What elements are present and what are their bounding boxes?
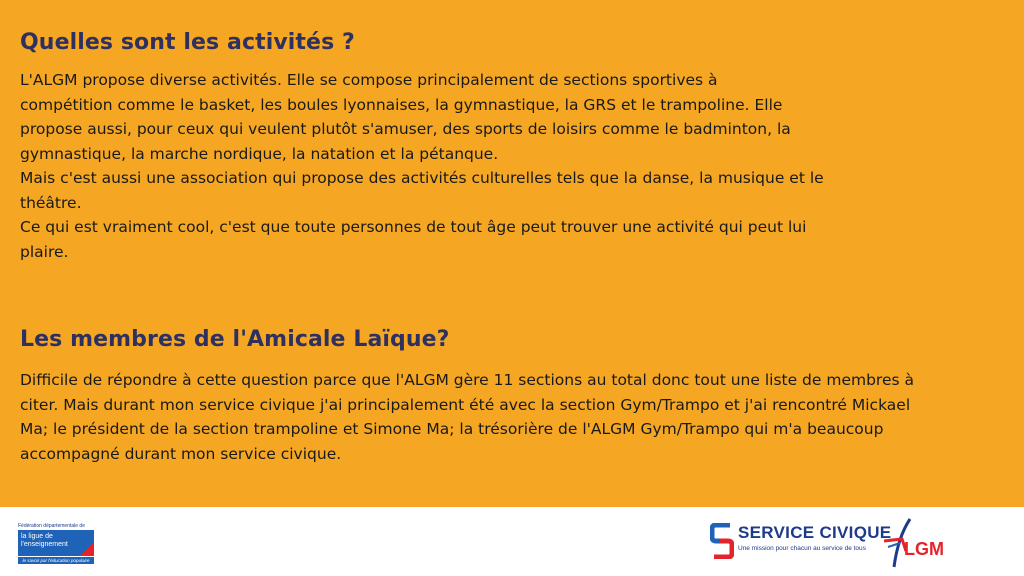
red-triangle-icon bbox=[80, 542, 94, 556]
text-line: citer. Mais durant mon service civique j'ai principalement été avec la section Gym/Trampo et j'ai rencontré Mickael bbox=[20, 395, 911, 414]
text-line: Ma; le président de la section trampoline et Simone Ma; la trésorière de l'ALGM Gym/Trampo qui m'a beaucoup bbox=[20, 420, 884, 438]
text-line: accompagné durant mon service civique. bbox=[20, 444, 342, 463]
service-civique-icon bbox=[710, 523, 734, 559]
section-members-title: Les membres de l'Amicale Laïque? bbox=[20, 327, 450, 352]
ligue-tagline: le savoir par l'éducation populaire bbox=[18, 557, 94, 564]
ligue-blue-block bbox=[18, 530, 94, 556]
section-activities-text bbox=[20, 68, 824, 264]
text-line: L'ALGM propose diverse activités. Elle se compose principalement de sections sportives à bbox=[20, 71, 718, 89]
text-line: propose aussi, pour ceux qui veulent plutôt s'amuser, des sports de loisirs comme le badminton, la bbox=[20, 120, 791, 138]
service-civique-title: SERVICE CIVIQUE bbox=[738, 523, 892, 542]
text-line: théâtre. bbox=[20, 193, 82, 212]
service-civique-subtitle: Une mission pour chacun au service de tous bbox=[738, 545, 866, 552]
ligue-enseignement-logo bbox=[18, 523, 98, 569]
section-activities-title: Quelles sont les activités ? bbox=[20, 30, 355, 55]
text-line: Ce qui est vraiment cool, c'est que toute personnes de tout âge peut trouver une activité qui peut lui bbox=[20, 218, 807, 236]
service-civique-logo bbox=[710, 521, 892, 561]
ligue-top-text: Fédération départementale de bbox=[18, 523, 85, 529]
ligue-name-line1: la ligue de bbox=[21, 533, 53, 540]
text-line: compétition comme le basket, les boules lyonnaises, la gymnastique, la GRS et le trampoline. Elle bbox=[20, 95, 783, 114]
footer-bar bbox=[0, 507, 1024, 576]
text-line: Mais c'est aussi une association qui propose des activités culturelles tels que la danse, la musique et le bbox=[20, 169, 824, 187]
ligue-name-line2: l'enseignement bbox=[21, 541, 68, 548]
text-line: Difficile de répondre à cette question parce que l'ALGM gère 11 sections au total donc tout une liste de membres à bbox=[20, 371, 914, 389]
text-line: plaire. bbox=[20, 242, 69, 261]
section-members-text bbox=[20, 368, 914, 466]
lgm-text: LGM bbox=[904, 539, 944, 559]
lgm-logo bbox=[880, 517, 970, 569]
text-line: gymnastique, la marche nordique, la natation et la pétanque. bbox=[20, 144, 499, 163]
